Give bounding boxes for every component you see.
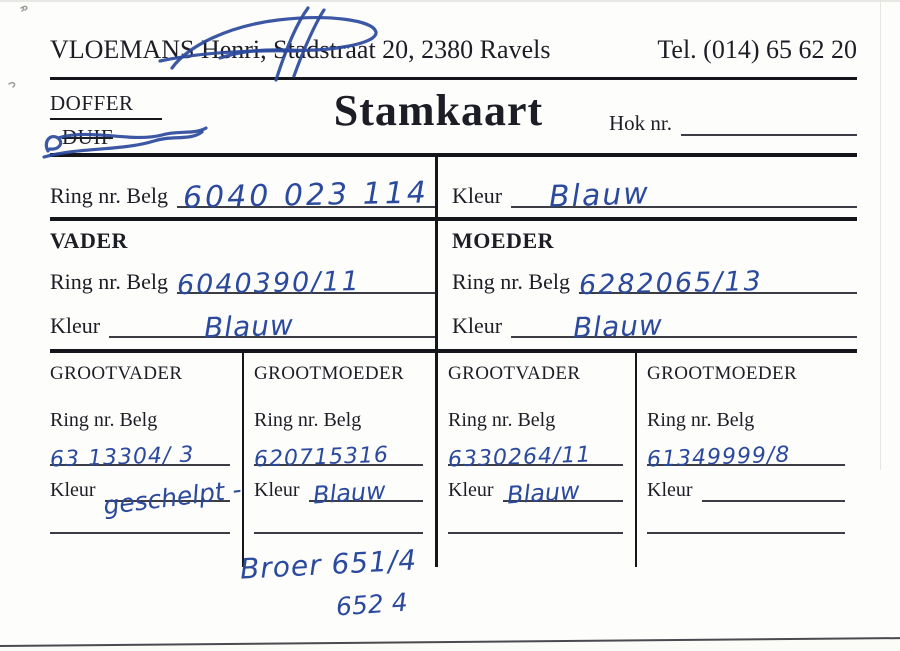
ring-label: Ring nr. Belg: [647, 409, 755, 431]
card-bottom-edge: [0, 637, 900, 651]
kleur-write-line: [309, 476, 423, 510]
handwritten-moeder-kleur: Blauw: [572, 308, 664, 345]
blank-write-line: [647, 532, 845, 534]
kleur-label: Kleur: [452, 312, 503, 338]
pen-scribble-over-duif: [40, 117, 210, 161]
moeder-heading: MOEDER: [452, 228, 554, 253]
grootmoeder-2-heading: GROOTMOEDER: [647, 363, 798, 384]
ring-write-line: [253, 432, 423, 473]
card-header: [50, 0, 857, 64]
grootvader-1-heading: GROOTVADER: [50, 363, 183, 384]
grandparents-row: [49, 353, 857, 622]
ring-write-line: [447, 432, 623, 473]
gp1-kleur-field: [50, 474, 243, 521]
grootvader-2-cell: [435, 353, 635, 567]
hok-number-field: [609, 91, 857, 136]
vader-heading: VADER: [50, 228, 128, 253]
ring-label: Ring nr. Belg: [50, 182, 168, 208]
handwritten-bird-kleur: Blauw: [548, 176, 651, 215]
moeder-cell: [435, 221, 857, 349]
bird-kleur-cell: [435, 157, 857, 217]
blank-write-line: [254, 532, 423, 534]
handwritten-gp2-ring: 620715316: [253, 442, 390, 473]
ring-label: Ring nr. Belg: [448, 409, 556, 431]
hok-blank-line: [681, 114, 857, 136]
handwritten-note-652: 652 4: [335, 587, 409, 622]
handwritten-gp3-kleur: Blauw: [505, 476, 581, 510]
sex-option-doffer: DOFFER: [50, 91, 162, 120]
kleur-write-line: [101, 474, 243, 521]
sex-option-duif-struck: DUIF: [62, 125, 114, 149]
hok-label: Hok nr.: [609, 111, 672, 135]
bird-ring-cell: [50, 157, 435, 217]
pen-scribble-over-name: [158, 4, 408, 92]
kleur-label: Kleur: [448, 479, 494, 501]
card-title: Stamkaart: [333, 86, 544, 135]
grootvader-1-cell: [50, 353, 242, 567]
kleur-label: Kleur: [254, 479, 300, 501]
grootmoeder-1-heading: GROOTMOEDER: [254, 363, 405, 384]
kleur-write-line: [503, 476, 623, 510]
bird-ring-field: [50, 175, 435, 216]
kleur-write-line: [511, 176, 857, 215]
handwritten-gp1-ring: 63 13304/ 3: [49, 442, 195, 473]
blank-write-line: [448, 532, 623, 534]
kleur-label: Kleur: [647, 479, 693, 501]
vader-cell: [50, 221, 435, 349]
vader-kleur-field: [50, 308, 435, 345]
moeder-kleur-field: [452, 308, 857, 345]
sex-selector-block: [50, 91, 268, 149]
ring-label: Ring nr. Belg: [254, 409, 362, 431]
ring-write-line: [49, 432, 230, 473]
scan-right-edge: [880, 0, 881, 470]
sex-option-duif-wrap: [50, 125, 182, 149]
kleur-label: Kleur: [50, 312, 101, 338]
owner-surname: VLOEMANS: [50, 35, 201, 64]
bird-row: [50, 153, 857, 221]
pencil-marks: [3, 2, 43, 97]
ring-label: Ring nr. Belg: [452, 268, 570, 294]
gp2-kleur-field: [254, 476, 423, 510]
owner-street-city: Stadstraat 20, 2380 Ravels: [266, 35, 551, 64]
card-content: [49, 0, 857, 622]
gp3-kleur-field: [448, 476, 623, 510]
ring-label: Ring nr. Belg: [50, 268, 168, 294]
handwritten-vader-kleur: Blauw: [203, 308, 295, 345]
owner-address-line: [50, 36, 550, 64]
kleur-write-line: [511, 308, 857, 345]
handwritten-gp1-kleur: geschelpt -: [101, 474, 243, 521]
kleur-label: Kleur: [50, 479, 96, 501]
vader-ring-field: [50, 265, 435, 302]
handwritten-gp3-ring: 6330264/11: [447, 442, 592, 473]
ring-write-line: [177, 175, 435, 216]
bird-kleur-field: [452, 176, 857, 215]
ring-write-line: [176, 265, 435, 302]
handwritten-gp4-ring: 61349999/8: [646, 442, 791, 473]
blank-write-line: [50, 532, 230, 534]
handwritten-bird-ring: 6040 023 114: [182, 175, 430, 216]
grootmoeder-2-cell: [635, 353, 857, 567]
ring-write-line: [578, 265, 857, 302]
parents-row: [50, 221, 857, 353]
ring-label: Ring nr. Belg: [50, 409, 158, 431]
owner-firstname-struck: Henri,: [200, 35, 267, 64]
grootvader-2-heading: GROOTVADER: [448, 363, 581, 384]
handwritten-moeder-ring: 6282065/13: [578, 265, 763, 302]
handwritten-gp2-kleur: Blauw: [311, 476, 387, 510]
phone-number: Tel. (014) 65 62 20: [657, 35, 857, 64]
kleur-label: Kleur: [452, 182, 503, 208]
moeder-ring-field: [452, 265, 857, 302]
kleur-write-line: [702, 476, 845, 502]
kleur-write-line: [109, 308, 435, 345]
ring-write-line: [646, 432, 845, 473]
gp4-kleur-field: [647, 476, 845, 502]
handwritten-note-broer: Broer 651/4: [239, 543, 418, 586]
grootmoeder-1-cell: [239, 353, 435, 622]
handwritten-vader-ring: 6040390/11: [176, 265, 361, 302]
